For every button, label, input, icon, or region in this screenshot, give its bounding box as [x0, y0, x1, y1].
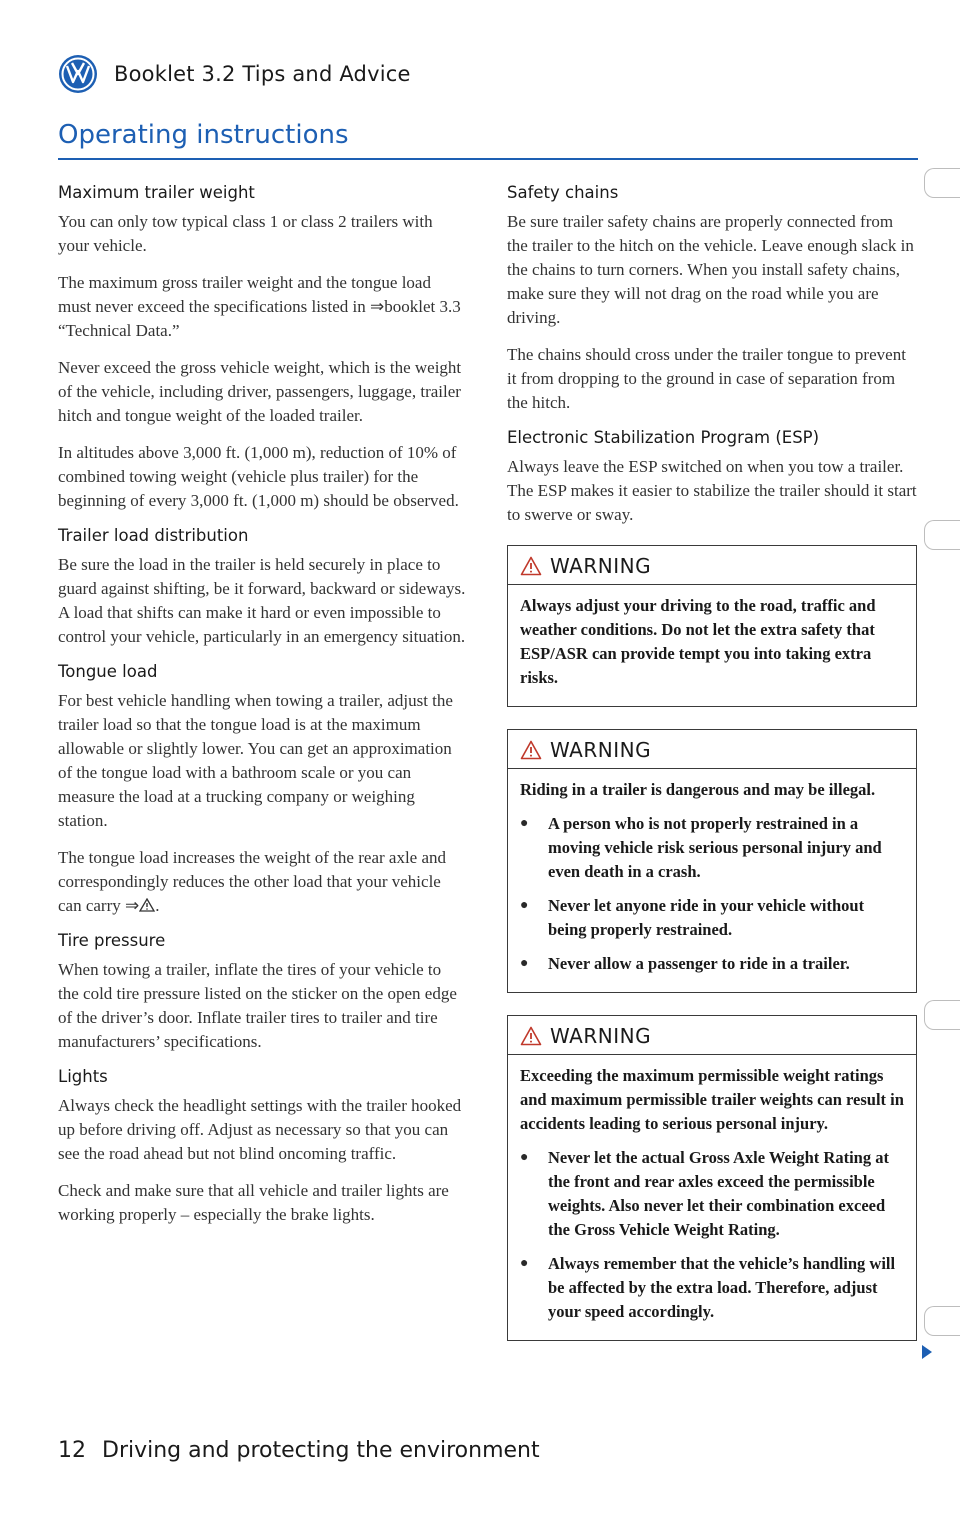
- heading-lights: Lights: [58, 1067, 108, 1086]
- section-divider: [58, 158, 918, 160]
- booklet-title: Booklet 3.2 Tips and Advice: [114, 62, 411, 86]
- heading-trailer-load: Trailer load distribution: [58, 526, 249, 545]
- warning-bullet: [520, 894, 906, 952]
- paragraph: Always check the headlight settings with the trailer hooked up before driving off. Adjust as necessary so that you can see the road ahead but not blind oncoming traffic.: [58, 1096, 462, 1163]
- warning-bullet: [520, 952, 906, 986]
- warning-body: [508, 585, 916, 706]
- warning-bullet: [520, 812, 906, 894]
- paragraph: Be sure trailer safety chains are properly connected from the trailer to the hitch on the vehicle. Leave enough slack in the chains to turn corners. When you install safety chains, make sure they will not drag on the road while you are driving.: [507, 212, 914, 327]
- continue-arrow-icon[interactable]: [922, 1345, 932, 1359]
- warning-header: [508, 1016, 916, 1055]
- heading-tongue-load: Tongue load: [58, 662, 158, 681]
- warning-header: [508, 730, 916, 769]
- paragraph: Check and make sure that all vehicle and trailer lights are working properly – especially the brake lights.: [58, 1181, 449, 1224]
- warning-text: Always adjust your driving to the road, traffic and weather conditions. Do not let the extra safety that ESP/ASR can provide tempt you into taking extra risks.: [520, 596, 876, 687]
- bullet-icon: ●: [520, 1150, 529, 1165]
- thumb-tab: [924, 1306, 960, 1336]
- warning-box: [507, 545, 917, 707]
- warning-bullet: [520, 1146, 906, 1252]
- warning-text: Exceeding the maximum permissible weight ratings and maximum permissible trailer weights can result in accidents leading to serious personal injury.: [520, 1066, 904, 1133]
- paragraph: Be sure the load in the trailer is held securely in place to guard against shifting, be it forward, backward or sideways. A load that shifts can make it hard or even impossible to control your vehicle, particularly in an emergency situation.: [58, 555, 466, 646]
- bullet-text: Never let the actual Gross Axle Weight Rating at the front and rear axles exceed the permissible weights. Also never let their combination exceed the Gross Vehicle Weight Rating.: [548, 1148, 889, 1239]
- paragraph: The maximum gross trailer weight and the tongue load must never exceed the specifications listed in ⇒booklet 3.3 “Technical Data.”: [58, 273, 461, 340]
- paragraph: [58, 846, 466, 918]
- paragraph: When towing a trailer, inflate the tires of your vehicle to the cold tire pressure listed on the sticker on the open edge of the driver’s door. Inflate trailer tires to trailer and tire manufacturers’ specifications.: [58, 960, 457, 1051]
- bullet-text: Always remember that the vehicle’s handling will be affected by the extra load. Therefore, adjust your speed accordingly.: [548, 1254, 896, 1321]
- paragraph: Always leave the ESP switched on when you tow a trailer. The ESP makes it easier to stabilize the trailer should it start to swerve or sway.: [507, 457, 917, 524]
- paragraph: You can only tow typical class 1 or class 2 trailers with your vehicle.: [58, 212, 433, 255]
- vw-logo-icon: [58, 54, 98, 94]
- warning-reference-icon[interactable]: [139, 898, 155, 912]
- paragraph: The chains should cross under the trailer tongue to prevent it from dropping to the ground in case of separation from the hitch.: [507, 345, 906, 412]
- bullet-icon: ●: [520, 816, 529, 831]
- heading-tire-pressure: Tire pressure: [58, 931, 166, 950]
- thumb-tab: [924, 520, 960, 550]
- paragraph: In altitudes above 3,000 ft. (1,000 m), reduction of 10% of combined towing weight (vehicle plus trailer) for the beginning of every 3,000 ft. (1,000 m) should be observed.: [58, 443, 459, 510]
- paragraph-text: The tongue load increases the weight of the rear axle and correspondingly reduces the other load that your vehicle can carry ⇒: [58, 848, 447, 915]
- page-number: 12: [58, 1438, 86, 1463]
- warning-triangle-icon: [520, 556, 542, 576]
- warning-text: Riding in a trailer is dangerous and may be illegal.: [520, 780, 876, 799]
- warning-box: [507, 1015, 917, 1341]
- bullet-text: A person who is not properly restrained in a moving vehicle risk serious personal injury and even death in a crash.: [548, 814, 882, 881]
- bullet-text: Never let anyone ride in your vehicle without being properly restrained.: [548, 896, 865, 939]
- paragraph-end: .: [155, 896, 160, 915]
- warning-title: WARNING: [550, 554, 652, 578]
- warning-body: [508, 1055, 916, 1340]
- bullet-text: Never allow a passenger to ride in a trailer.: [548, 954, 850, 973]
- bullet-icon: ●: [520, 898, 529, 913]
- warning-triangle-icon: [520, 1026, 542, 1046]
- warning-title: WARNING: [550, 738, 652, 762]
- warning-bullet: [520, 1252, 906, 1334]
- left-column: [58, 175, 466, 1240]
- thumb-tab: [924, 1000, 960, 1030]
- warning-body: [508, 769, 916, 992]
- bullet-icon: ●: [520, 956, 529, 971]
- paragraph: Never exceed the gross vehicle weight, which is the weight of the vehicle, including driver, passengers, luggage, trailer hitch and tongue weight of the loaded trailer.: [58, 358, 462, 425]
- right-column: [507, 175, 917, 1363]
- warning-box: [507, 729, 917, 993]
- heading-esp: Electronic Stabilization Program (ESP): [507, 428, 820, 447]
- heading-safety-chains: Safety chains: [507, 183, 619, 202]
- section-title: Operating instructions: [58, 120, 349, 150]
- bullet-icon: ●: [520, 1256, 529, 1271]
- page-header: [58, 52, 411, 96]
- warning-title: WARNING: [550, 1024, 652, 1048]
- thumb-tab: [924, 168, 960, 198]
- page-footer: [58, 1438, 540, 1463]
- chapter-title: Driving and protecting the environment: [102, 1438, 540, 1463]
- warning-header: [508, 546, 916, 585]
- heading-max-trailer-weight: Maximum trailer weight: [58, 183, 255, 202]
- warning-triangle-icon: [520, 740, 542, 760]
- paragraph: For best vehicle handling when towing a trailer, adjust the trailer load so that the tongue load is at the maximum allowable or slightly lower. You can get an approximation of the tongue load with a bathroom scale or you can measure the load at a trucking company or weighing station.: [58, 691, 453, 830]
